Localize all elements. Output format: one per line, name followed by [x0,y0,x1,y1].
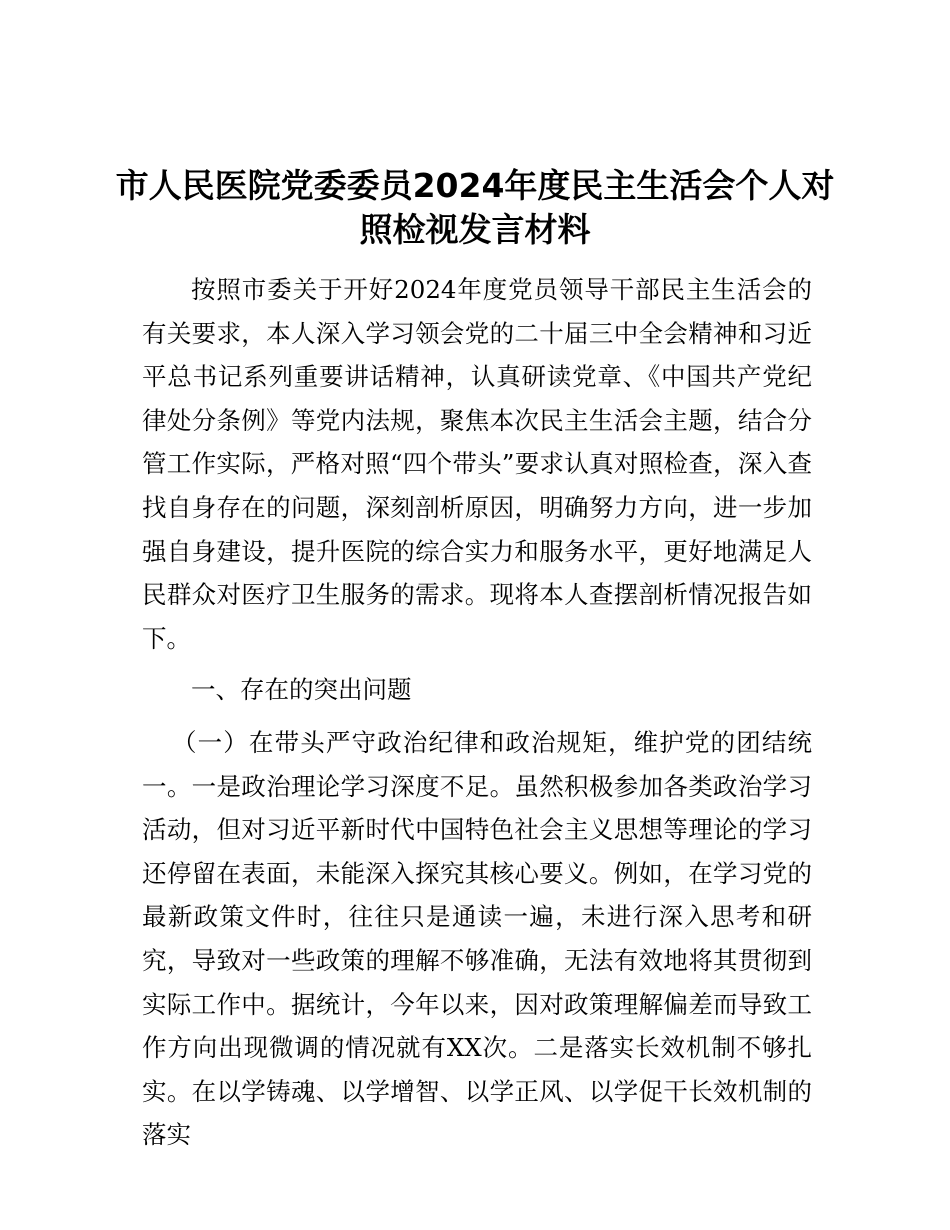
document-title: 市人民医院党委委员2024年度民主生活会个人对照检视发言材料 [115,166,835,249]
intro-paragraph: 按照市委关于开好2024年度党员领导干部民主生活会的有关要求，本人深入学习领会党的二十届三中全会精神和习近平总书记系列重要讲话精神，认真研读党章、《中国共产党纪律处分条例》等党内法规，聚焦本次民主生活会主题，结合分管工作实际，严格对照“四个带头”要求认真对照检查，深入查找自身存在的问题，深刻剖析原因，明确努力方向，进一步加强自身建设，提升医院的综合实力和服务水平，更好地满足人民群众对医疗卫生服务的需求。现将本人查摆剖析情况报告如下。 [142,275,812,653]
problem-paragraph: （一）在带头严守政治纪律和政治规矩，维护党的团结统一。一是政治理论学习深度不足。虽然积极参加各类政治学习活动，但对习近平新时代中国特色社会主义思想等理论的学习还停留在表面，未能深入探究其核心要义。例如，在学习党的最新政策文件时，往往只是通读一遍，未进行深入思考和研究，导致对一些政策的理解不够准确，无法有效地将其贯彻到实际工作中。据统计，今年以来，因对政策理解偏差而导致工作方向出现微调的情况就有XX次。二是落实长效机制不够扎实。在以学铸魂、以学增智、以学正风、以学促干长效机制的落实 [142,728,812,1150]
section-heading: 一、存在的突出问题 [191,675,412,704]
